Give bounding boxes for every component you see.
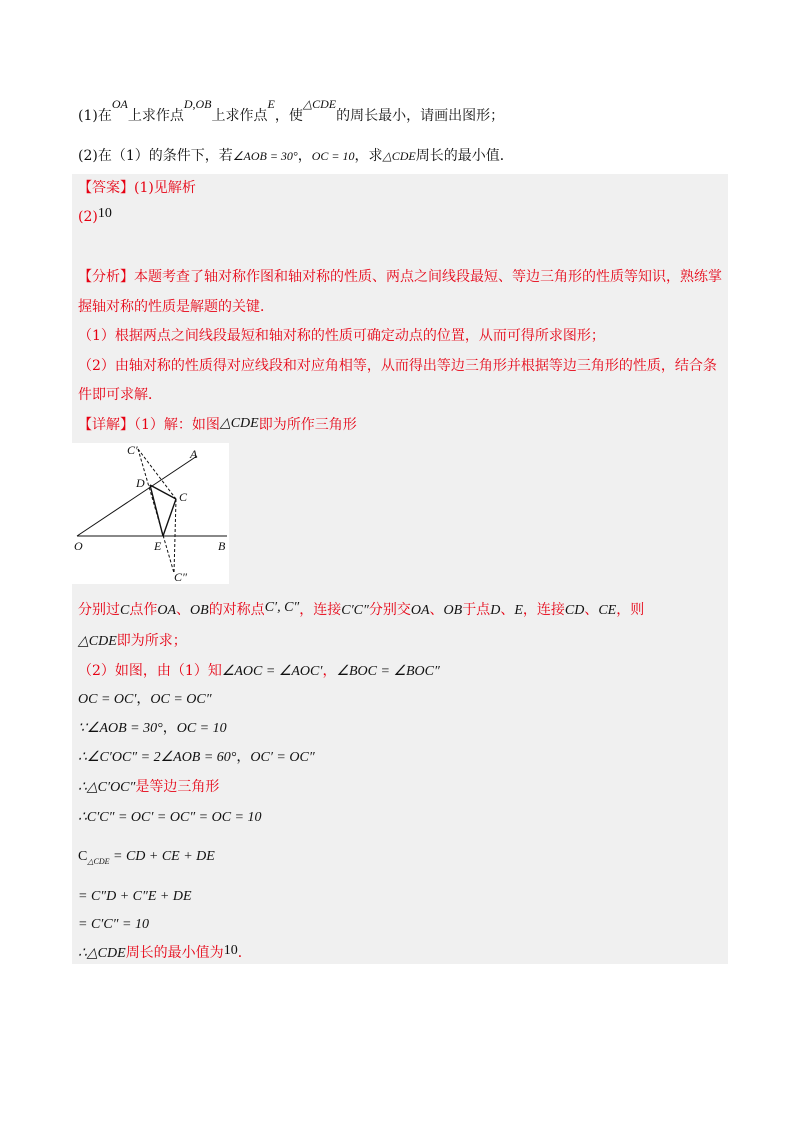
detail-step-12: ∴△CDE周长的最小值为10． [78,943,252,961]
math-e: E [267,97,275,111]
math-angle-aob: ∠AOB = 30° [232,149,298,163]
detail-step-3: （2）如图，由（1）知∠AOC = ∠AOC′，∠BOC = ∠BOC″ [78,663,440,679]
question-part-1: (1)在OA上求作点D,OB上求作点E，使△CDE的周长最小，请画出图形； [78,97,505,124]
question-part-2: (2)在（1）的条件下，若∠AOB = 30°，OC = 10，求△CDE周长的最小值． [78,148,514,164]
figure-svg [72,443,229,584]
detail-step-10: = C″D + C″E + DE [78,889,192,904]
detail-step-9: $C_{\triangle CDE}$ = CD + CE + DE [78,849,215,866]
analysis-line-3: （1）根据两点之间线段最短和轴对称的性质可确定动点的位置，从而可得所求图形； [78,328,605,344]
detail-step-6: ∴∠C′OC″ = 2∠AOB = 60°，OC′ = OC″ [78,749,315,765]
math-tri-cde-2: △CDE [382,149,416,163]
detail-step-2: △CDE即为所求； [78,633,187,649]
geometry-figure [72,443,229,584]
label-b: B [218,539,226,553]
label-a: A [190,447,198,461]
label-c: C [179,490,188,504]
answer-line-1: 【答案】(1)见解析 [78,180,196,196]
detail-step-4: OC = OC′，OC = OC″ [78,691,212,707]
segment-ce [163,499,176,536]
analysis-line-2: 握轴对称的性质是解题的关键． [78,299,274,315]
label-e: E [154,539,162,553]
segment-de [150,485,163,536]
label-c-prime: C′ [127,443,138,457]
label-d: D [136,476,145,490]
detail-step-11: = C′C″ = 10 [78,917,149,932]
label-o: O [74,539,83,553]
detail-step-1: 分别过C点作OA、OB的对称点C′, C″，连接C′C″分别交OA、OB于点D、E，连接CD、CE，则 [78,600,645,618]
analysis-line-5: 件即可求解． [78,387,162,403]
math-oc: OC = 10 [311,149,355,163]
analysis-line-1: 【分析】本题考查了轴对称作图和轴对称的性质、两点之间线段最短、等边三角形的性质等知识，熟练掌 [78,269,722,285]
label-c-double-prime: C″ [174,570,188,584]
math-d-ob: D,OB [183,97,212,111]
detail-intro: 【详解】（1）解：如图△CDE即为所作三角形 [78,416,357,433]
math-tri-cde: △CDE [302,97,337,111]
detail-step-8: ∴C′C″ = OC′ = OC″ = OC = 10 [78,810,262,825]
detail-step-7: ∴△C′OC″是等边三角形 [78,779,220,795]
answer-line-2: (2)10 [78,206,112,225]
segment-dc [150,485,176,499]
analysis-line-4: （2）由轴对称的性质得对应线段和对应角相等，从而得出等边三角形并根据等边三角形的性质，结合条 [78,358,717,374]
math-oa: OA [111,97,128,111]
detail-step-5: ∵∠AOB = 30°，OC = 10 [78,720,227,736]
